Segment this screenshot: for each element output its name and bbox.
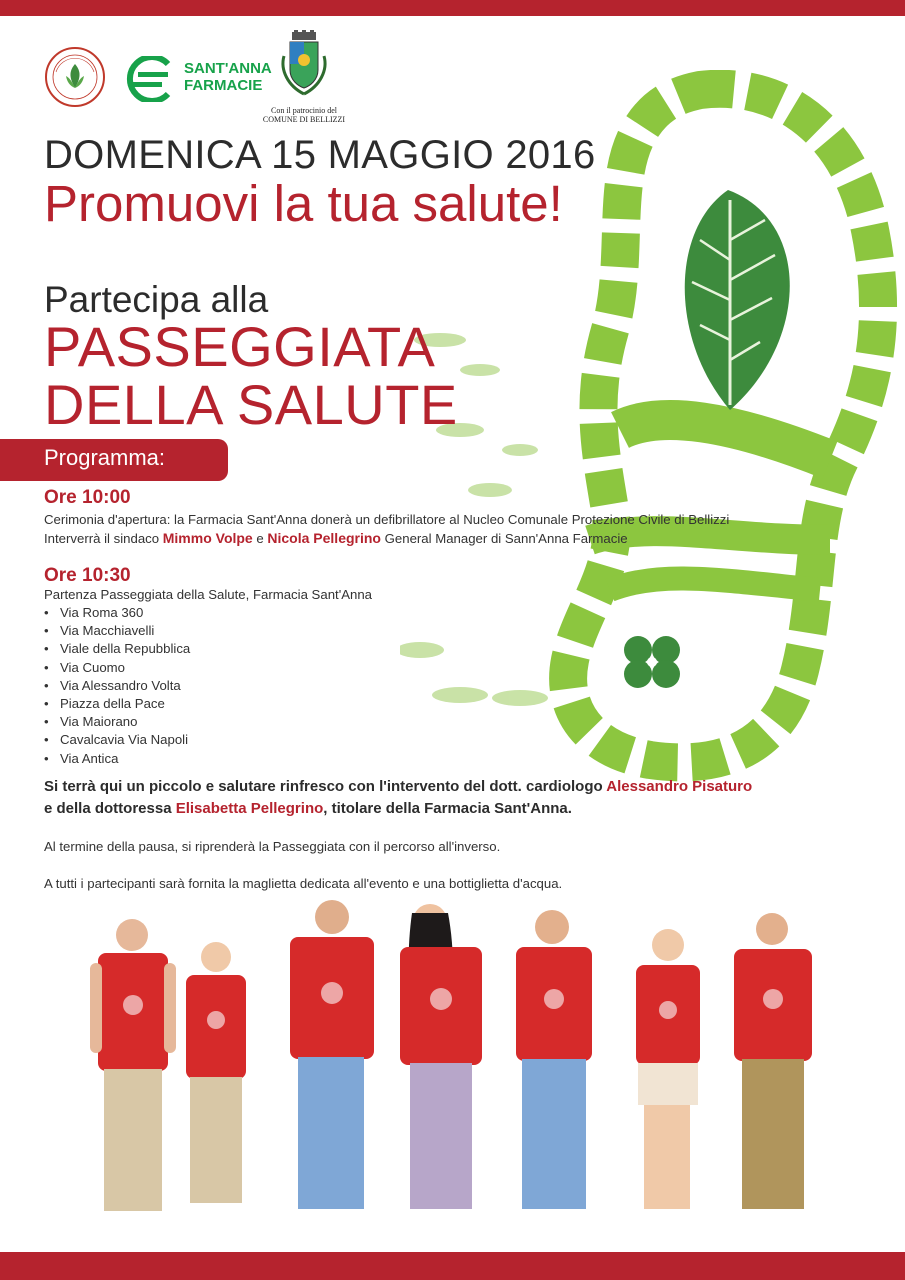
bottom-band (0, 1252, 905, 1280)
route-item: • Via Alessandro Volta (44, 677, 181, 693)
slot2-line1: Partenza Passeggiata della Salute, Farmacia Sant'Anna (44, 587, 373, 602)
santanna-line1: SANT'ANNA (184, 60, 272, 77)
route-list (44, 604, 190, 768)
comune-caption-line1: Con il patrocinio del (271, 106, 337, 115)
santanna-farmacie-logo (124, 54, 272, 104)
slot1-time: Ore 10:00 (44, 487, 131, 508)
walking-people-photo (70, 895, 840, 1250)
closing-line1: Al termine della pausa, si riprenderà la Passeggiata con il percorso all'inverso. (44, 839, 501, 854)
route-item: • Viale della Repubblica (44, 641, 191, 657)
event-title (44, 315, 458, 436)
apoteca-natura-logo (44, 46, 106, 108)
programma-label: Programma: (44, 445, 166, 470)
route-item: • Via Maiorano (44, 714, 138, 730)
route-item: • Cavalcavia Via Napoli (44, 732, 189, 748)
programma-banner (0, 439, 228, 481)
route-item: • Via Macchiavelli (44, 623, 155, 639)
slot1-name1: Mimmo Volpe (162, 530, 253, 546)
slot1-line1: Cerimonia d'apertura: la Farmacia Sant'Anna donerà un defibrillatore al Nucleo Comunale Protezione Civile di Bellizzi (44, 512, 730, 527)
comune-caption-line2: COMUNE DI BELLIZZI (262, 115, 346, 124)
route-item: • Via Antica (44, 750, 119, 766)
event-title-line1: PASSEGGIATA (44, 315, 436, 378)
slot1-line2-pre: Interverrà il sindaco (44, 531, 163, 546)
note-line2: e della dottoressa Elisabetta Pellegrino, titolare della Farmacia Sant'Anna. (44, 800, 572, 817)
note-name-pellegrino: Elisabetta Pellegrino (175, 800, 324, 817)
route-item: • Piazza della Pace (44, 696, 165, 712)
route-item: • Via Roma 360 (44, 605, 144, 620)
slot1-line2-mid: e (252, 531, 268, 546)
slot2-time: Ore 10:30 (44, 565, 131, 586)
note-name-pisaturo: Alessandro Pisaturo (606, 778, 753, 795)
partecipa-heading: Partecipa alla (44, 279, 269, 320)
route-item: • Via Cuomo (44, 659, 125, 675)
event-title-line2: DELLA SALUTE (44, 373, 458, 436)
slot1-line2-post: General Manager di Sann'Anna Farmacie (380, 531, 628, 546)
slogan: Promuovi la tua salute! (44, 175, 563, 232)
note-line1: Si terrà qui un piccolo e salutare rinfresco con l'intervento del dott. cardiologo Alessandro Pisaturo (44, 778, 753, 795)
slot1-name2: Nicola Pellegrino (267, 530, 381, 546)
comune-bellizzi-crest (256, 30, 352, 126)
slot1-line2 (44, 530, 628, 546)
santanna-line2: FARMACIE (184, 77, 263, 94)
event-date: DOMENICA 15 MAGGIO 2016 (44, 133, 596, 177)
closing-line2: A tutti i partecipanti sarà fornita la maglietta dedicata all'evento e una bottiglietta d'acqua. (44, 876, 563, 891)
top-band (0, 0, 905, 16)
